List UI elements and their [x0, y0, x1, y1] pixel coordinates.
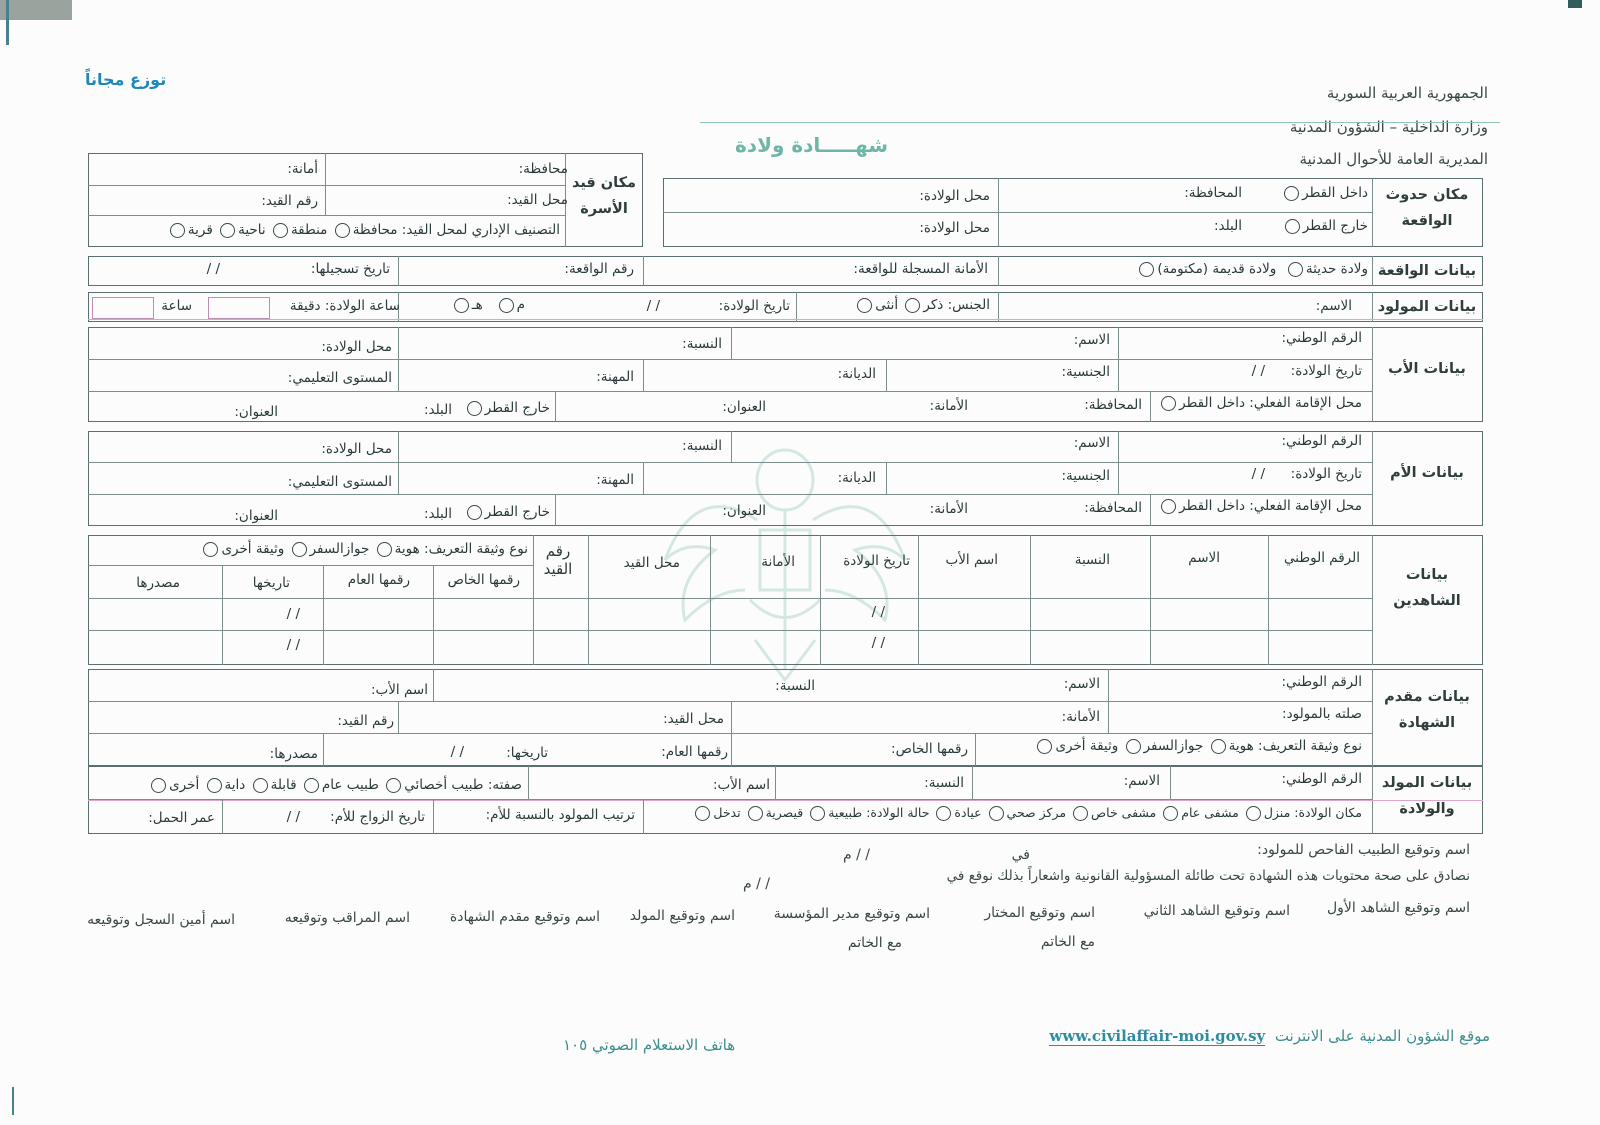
radio-general-doctor[interactable]	[304, 778, 319, 793]
mother-governorate-label: المحافظة:	[1084, 500, 1142, 516]
radio-public-hospital[interactable]	[1163, 806, 1178, 821]
marriage-date-label: تاريخ الزواج للأم:	[330, 809, 425, 825]
applicant-doc-date-slashes: / /	[450, 744, 464, 760]
father-birth-date-label: تاريخ الولادة:	[1290, 363, 1362, 379]
father-education-label: المستوى التعليمي:	[287, 370, 392, 386]
witness-header-name: الاسم	[1188, 550, 1220, 566]
radio-applicant-other[interactable]	[1037, 739, 1052, 754]
witnesses-section: بيانات الشاهدين	[1393, 567, 1461, 609]
father-surname-label: النسبة:	[682, 336, 722, 352]
radio-region[interactable]	[273, 223, 288, 238]
radio-witness-id[interactable]	[377, 542, 392, 557]
outside-country-option: خارج القطر	[1282, 218, 1368, 234]
witness-header-birth-date: تاريخ الولادة	[843, 553, 910, 569]
radio-mother-outside[interactable]	[467, 505, 482, 520]
father-national-number-label: الرقم الوطني:	[1281, 330, 1362, 346]
inside-country-option: داخل القطر	[1281, 185, 1368, 201]
directorate-heading: المديرية العامة للأحوال المدنية	[1299, 150, 1488, 168]
signature-supervisor: اسم المراقب وتوقيعه	[284, 910, 410, 926]
radio-witness-other[interactable]	[203, 542, 218, 557]
event-country-label: البلد:	[1213, 218, 1242, 234]
page-title: شهـــــادة ولادة	[735, 133, 888, 157]
witness1-doc-date-slashes: / /	[286, 606, 300, 622]
signature-registrar: اسم أمين السجل وتوقيعه	[87, 912, 235, 928]
witness-header-reg-number: رقم القيد	[543, 542, 573, 578]
deliverer-section: بيانات المولد والولادة	[1381, 775, 1473, 817]
applicant-father-name-label: اسم الأب:	[370, 682, 428, 698]
admin-classification: التصنيف الإداري لمحل القيد: محافظة منطقة ناحية قرية	[167, 222, 560, 238]
father-job-label: المهنة:	[596, 369, 634, 385]
mother-nationality-label: الجنسية:	[1061, 468, 1110, 484]
birth-order-label: ترتيب المولود بالنسبة للأم:	[485, 807, 635, 823]
witness-header-national-number: الرقم الوطني	[1284, 550, 1360, 566]
free-distribution-note: توزع مجاناً	[85, 70, 167, 89]
ministry-heading: وزارة الداخلية – الشؤون المدنية	[1289, 118, 1488, 136]
mother-religion-label: الديانة:	[837, 470, 876, 486]
newborn-birth-date-label: تاريخ الولادة:	[718, 298, 790, 314]
newborn-section: بيانات المولود	[1377, 299, 1477, 315]
witness-subheader-private-number: رقمها الخاص	[447, 572, 520, 588]
deliverer-capacity-options: صفته: طبيب أخصائي طبيب عام قابلة داية أخرى	[148, 777, 522, 793]
event-birth-place-label-2: محل الولادة:	[919, 220, 990, 236]
mother-amana-label: الأمانة:	[929, 501, 968, 517]
website-link[interactable]: www.civilaffair-moi.gov.sy	[1049, 1027, 1266, 1045]
registration-number-label: رقم القيد:	[261, 193, 318, 209]
mother-job-label: المهنة:	[596, 472, 634, 488]
event-place-section: مكان حدوث الواقعة	[1385, 187, 1469, 229]
radio-midwife[interactable]	[253, 778, 268, 793]
governorate-label: محافظة:	[518, 161, 568, 177]
pregnancy-age-label: عمر الحمل:	[148, 810, 215, 826]
deliverer-national-number-label: الرقم الوطني:	[1281, 771, 1362, 787]
mother-surname-label: النسبة:	[682, 438, 722, 454]
father-address-label-2: العنوان:	[234, 404, 278, 420]
witness-subheader-public-number: رقمها العام	[347, 572, 410, 588]
newborn-name-label: الاسم:	[1315, 298, 1352, 314]
witness2-birth-date-slashes: / /	[871, 635, 885, 651]
radio-inside-country[interactable]	[1284, 186, 1299, 201]
applicant-public-number-label: رقمها العام:	[661, 744, 728, 760]
scan-artifact	[1568, 0, 1582, 8]
applicant-national-number-label: الرقم الوطني:	[1281, 674, 1362, 690]
father-residence-inside: محل الإقامة الفعلي: داخل القطر	[1158, 395, 1362, 411]
mother-education-label: المستوى التعليمي:	[287, 474, 392, 490]
doctor-signature-in: في	[1011, 847, 1030, 863]
phone-inquiry: هاتف الاستعلام الصوتي ١٠٥	[563, 1036, 736, 1054]
registration-place-label: محل القيد:	[507, 192, 568, 208]
father-country-label: البلد:	[423, 402, 452, 418]
applicant-amana-label: الأمانة:	[1061, 709, 1100, 725]
witness1-birth-date-slashes: / /	[871, 604, 885, 620]
witness2-doc-date-slashes: / /	[286, 637, 300, 653]
signature-institution-director: اسم وتوقيع مدير المؤسسة	[773, 906, 930, 922]
signature-applicant: اسم وتوقيع مقدم الشهادة	[449, 909, 600, 925]
father-birth-date-slashes: / /	[1251, 363, 1265, 379]
father-name-label: الاسم:	[1073, 332, 1110, 348]
scan-edge	[6, 0, 9, 45]
father-birth-place-label: محل الولادة:	[321, 339, 392, 355]
hour-box[interactable]	[92, 297, 154, 319]
mother-section: بيانات الأم	[1390, 465, 1464, 481]
calendar-options: م هـ	[451, 297, 525, 313]
scan-edge	[12, 1087, 14, 1115]
radio-male[interactable]	[905, 298, 920, 313]
event-governorate-label: المحافظة:	[1184, 185, 1242, 201]
deliverer-name-label: الاسم:	[1123, 773, 1160, 789]
signature-mukhtar: اسم وتوقيع المختار	[984, 905, 1095, 921]
mother-address-label-2: العنوان:	[234, 508, 278, 524]
radio-home[interactable]	[1246, 806, 1261, 821]
radio-governorate[interactable]	[335, 223, 350, 238]
hour-label: ساعة	[161, 298, 192, 314]
event-number-label: رقم الواقعة:	[564, 261, 634, 277]
director-stamp-note: مع الخاتم	[847, 935, 902, 951]
registration-date-label: تاريخ تسجيلها:	[310, 261, 390, 277]
radio-caesarean[interactable]	[748, 806, 763, 821]
deliverer-father-name-label: اسم الأب:	[712, 777, 770, 793]
applicant-reg-number-label: رقم القيد:	[337, 713, 394, 729]
mother-country-label: البلد:	[423, 506, 452, 522]
republic-heading: الجمهورية العربية السورية	[1326, 84, 1488, 102]
witness-header-surname: النسبة	[1074, 552, 1110, 568]
website-label: موقع الشؤون المدنية على الانترنت www.civilaffair-moi.gov.sy	[1049, 1027, 1490, 1045]
witness-subheader-date: تاريخها	[252, 575, 290, 591]
amana-label: أمانة:	[287, 161, 318, 177]
registration-date-slashes: / /	[206, 261, 220, 277]
registered-amana-label: الأمانة المسجلة للواقعة:	[853, 261, 988, 277]
radio-old-birth[interactable]	[1139, 262, 1154, 277]
mother-national-number-label: الرقم الوطني:	[1281, 433, 1362, 449]
applicant-private-number-label: رقمها الخاص:	[891, 741, 968, 757]
radio-applicant-passport[interactable]	[1126, 739, 1141, 754]
event-data-section: بيانات الواقعة	[1377, 263, 1477, 279]
witness-header-reg-place: محل القيد	[623, 555, 680, 571]
radio-clinic[interactable]	[936, 806, 951, 821]
birth-place-options: مكان الولادة: منزل مشفى عام مشفى خاص مركز صحي عيادة حالة الولادة: طبيعية قيصرية تدخل	[692, 805, 1362, 821]
signature-second-witness: اسم وتوقيع الشاهد الثاني	[1143, 903, 1290, 919]
witness-header-amana: الأمانة	[761, 554, 795, 570]
applicant-doc-date-label: تاريخها:	[506, 745, 548, 761]
radio-female[interactable]	[857, 298, 872, 313]
radio-specialist[interactable]	[386, 778, 401, 793]
radio-outside-country[interactable]	[1285, 219, 1300, 234]
radio-gregorian[interactable]	[499, 298, 514, 313]
radio-village[interactable]	[170, 223, 185, 238]
mother-birth-place-label: محل الولادة:	[321, 441, 392, 457]
mother-name-label: الاسم:	[1073, 435, 1110, 451]
father-amana-label: الأمانة:	[929, 398, 968, 414]
applicant-source-label: مصدرها:	[269, 746, 318, 762]
radio-mother-inside[interactable]	[1161, 499, 1176, 514]
father-religion-label: الديانة:	[837, 366, 876, 382]
newborn-birth-date-slashes: / /	[646, 298, 660, 314]
event-type-options: ولادة حديثة ولادة قديمة (مكتومة)	[1136, 261, 1368, 277]
mother-birth-date-slashes: / /	[1251, 466, 1265, 482]
event-birth-place-label: محل الولادة:	[919, 188, 990, 204]
birth-time-label: ساعة الولادة: دقيقة	[289, 298, 400, 314]
father-nationality-label: الجنسية:	[1061, 364, 1110, 380]
declaration-date: / / م	[742, 876, 770, 892]
radio-hijri[interactable]	[454, 298, 469, 313]
mother-outside-option: خارج القطر	[464, 504, 550, 520]
radio-recent-birth[interactable]	[1288, 262, 1303, 277]
witness-header-father-name: اسم الأب	[945, 552, 998, 568]
newborn-sex-options: الجنس: ذكر أنثى	[854, 297, 990, 313]
applicant-id-type-options: نوع وثيقة التعريف: هوية جوازالسفر وثيقة أخرى	[1034, 738, 1362, 754]
signature-deliverer: اسم وتوقيع المولد	[629, 908, 735, 924]
examining-doctor-signature: اسم وتوقيع الطبيب الفاحص للمولود:	[1257, 842, 1470, 858]
father-section: بيانات الأب	[1388, 361, 1466, 377]
witness-id-type-options: نوع وثيقة التعريف: هوية جوازالسفر وثيقة أخرى	[200, 541, 528, 557]
applicant-relation-label: صلته بالمولود:	[1282, 706, 1362, 722]
mother-address-label: العنوان:	[722, 503, 766, 519]
radio-father-outside[interactable]	[467, 401, 482, 416]
applicant-reg-place-label: محل القيد:	[663, 711, 724, 727]
radio-other-capacity[interactable]	[151, 778, 166, 793]
mother-birth-date-label: تاريخ الولادة:	[1290, 466, 1362, 482]
radio-district[interactable]	[220, 223, 235, 238]
minute-box[interactable]	[208, 297, 270, 319]
radio-father-inside[interactable]	[1161, 396, 1176, 411]
applicant-section: بيانات مقدم الشهادة	[1384, 689, 1470, 731]
applicant-surname-label: النسبة:	[775, 678, 815, 694]
doctor-signature-date: / / م	[842, 847, 870, 863]
deliverer-surname-label: النسبة:	[924, 775, 964, 791]
witness-subheader-source: مصدرها	[136, 575, 180, 591]
radio-natural[interactable]	[810, 806, 825, 821]
father-outside-option: خارج القطر	[464, 400, 550, 416]
father-governorate-label: المحافظة:	[1084, 397, 1142, 413]
applicant-name-label: الاسم:	[1063, 676, 1100, 692]
mukhtar-stamp-note: مع الخاتم	[1040, 934, 1095, 950]
father-address-label: العنوان:	[722, 399, 766, 415]
radio-intervention[interactable]	[695, 806, 710, 821]
declaration-text: نصادق على صحة محتويات هذه الشهادة تحت طائلة المسؤولية القانونية واشعاراً بذلك نوقع في	[946, 868, 1470, 884]
family-registration-section: مكان قيد الأسرة	[571, 175, 637, 217]
radio-applicant-id[interactable]	[1211, 739, 1226, 754]
radio-health-center[interactable]	[989, 806, 1004, 821]
marriage-date-slashes: / /	[286, 809, 300, 825]
radio-witness-passport[interactable]	[292, 542, 307, 557]
radio-daya[interactable]	[207, 778, 222, 793]
signature-first-witness: اسم وتوقيع الشاهد الأول	[1327, 900, 1470, 916]
scan-artifact	[0, 0, 72, 20]
mother-residence-inside: محل الإقامة الفعلي: داخل القطر	[1158, 498, 1362, 514]
radio-private-hospital[interactable]	[1073, 806, 1088, 821]
divider	[700, 122, 1500, 123]
